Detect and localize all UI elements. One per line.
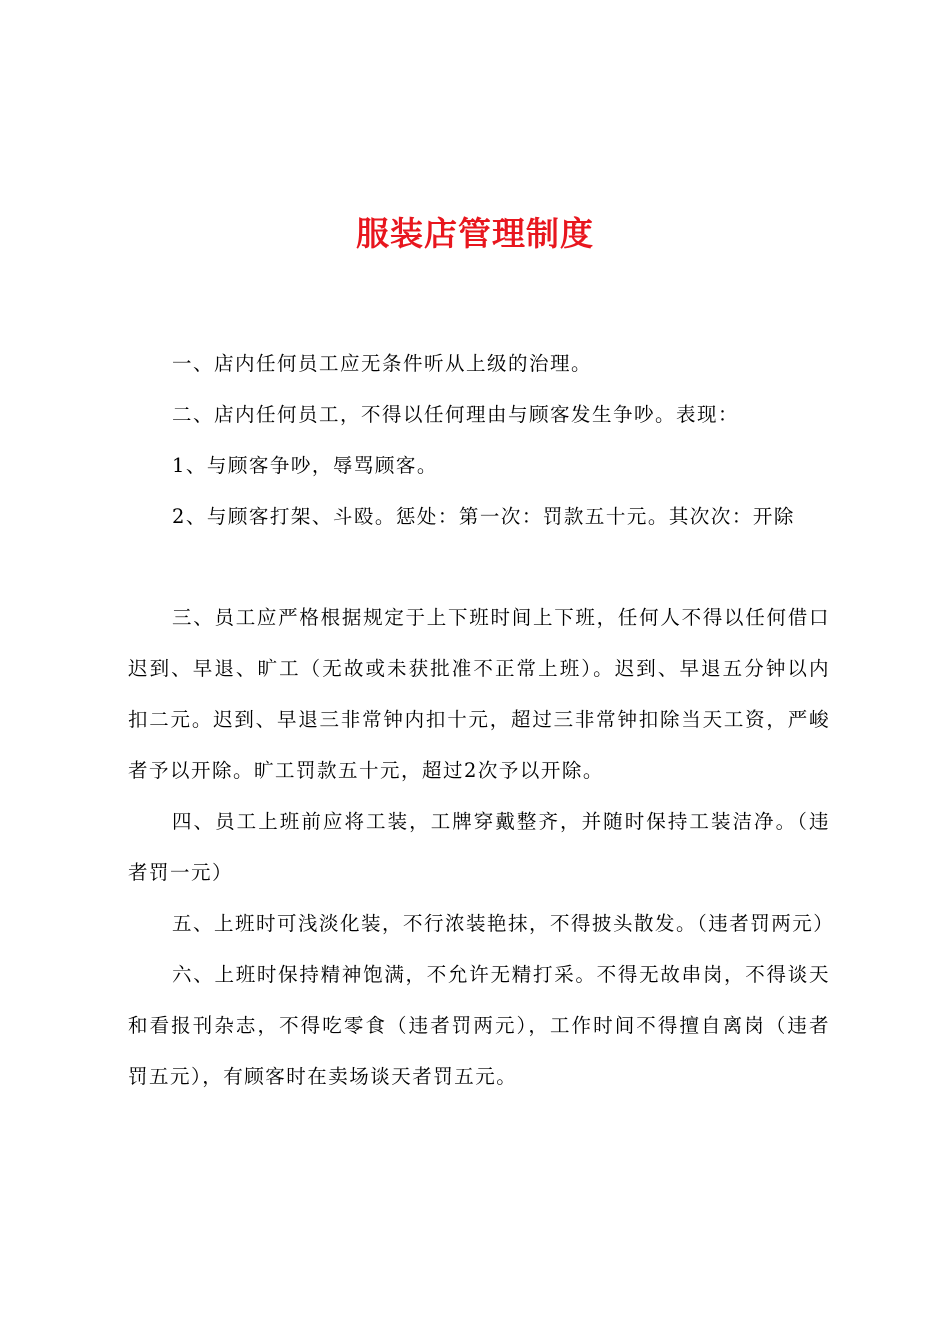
- paragraph-4: 2、与顾客打架、斗殴。惩处：第一次：罚款五十元。其次次：开除: [172, 505, 795, 528]
- paragraph-7: 五、上班时可浅淡化装，不行浓装艳抹，不得披头散发。（违者罚两元）: [172, 912, 835, 935]
- paragraph-1: 一、店内任何员工应无条件听从上级的治理。: [172, 352, 593, 375]
- document-body: [128, 338, 835, 1102]
- paragraph-2: 二、店内任何员工，不得以任何理由与顾客发生争吵。表现：: [172, 403, 740, 426]
- paragraph-6: 四、员工上班前应将工装，工牌穿戴整齐，并随时保持工装洁净。（违者罚一元）: [128, 810, 830, 884]
- paragraph-5: 三、员工应严格根据规定于上下班时间上下班，任何人不得以任何借口迟到、早退、旷工（无故或未获批准不正常上班）。迟到、早退五分钟以内扣二元。迟到、早退三非常钟内扣十元，超过三非常钟扣除当天工资，严峻者予以开除。旷工罚款五十元，超过2次予以开除。: [128, 606, 830, 782]
- paragraph-3: 1、与顾客争吵，辱骂顾客。: [172, 454, 438, 477]
- document-title: 服装店管理制度: [356, 214, 594, 253]
- paragraph-8: 六、上班时保持精神饱满，不允许无精打采。不得无故串岗，不得谈天和看报刊杂志，不得吃零食（违者罚两元），工作时间不得擅自离岗（违者罚五元），有顾客时在卖场谈天者罚五元。: [128, 963, 830, 1088]
